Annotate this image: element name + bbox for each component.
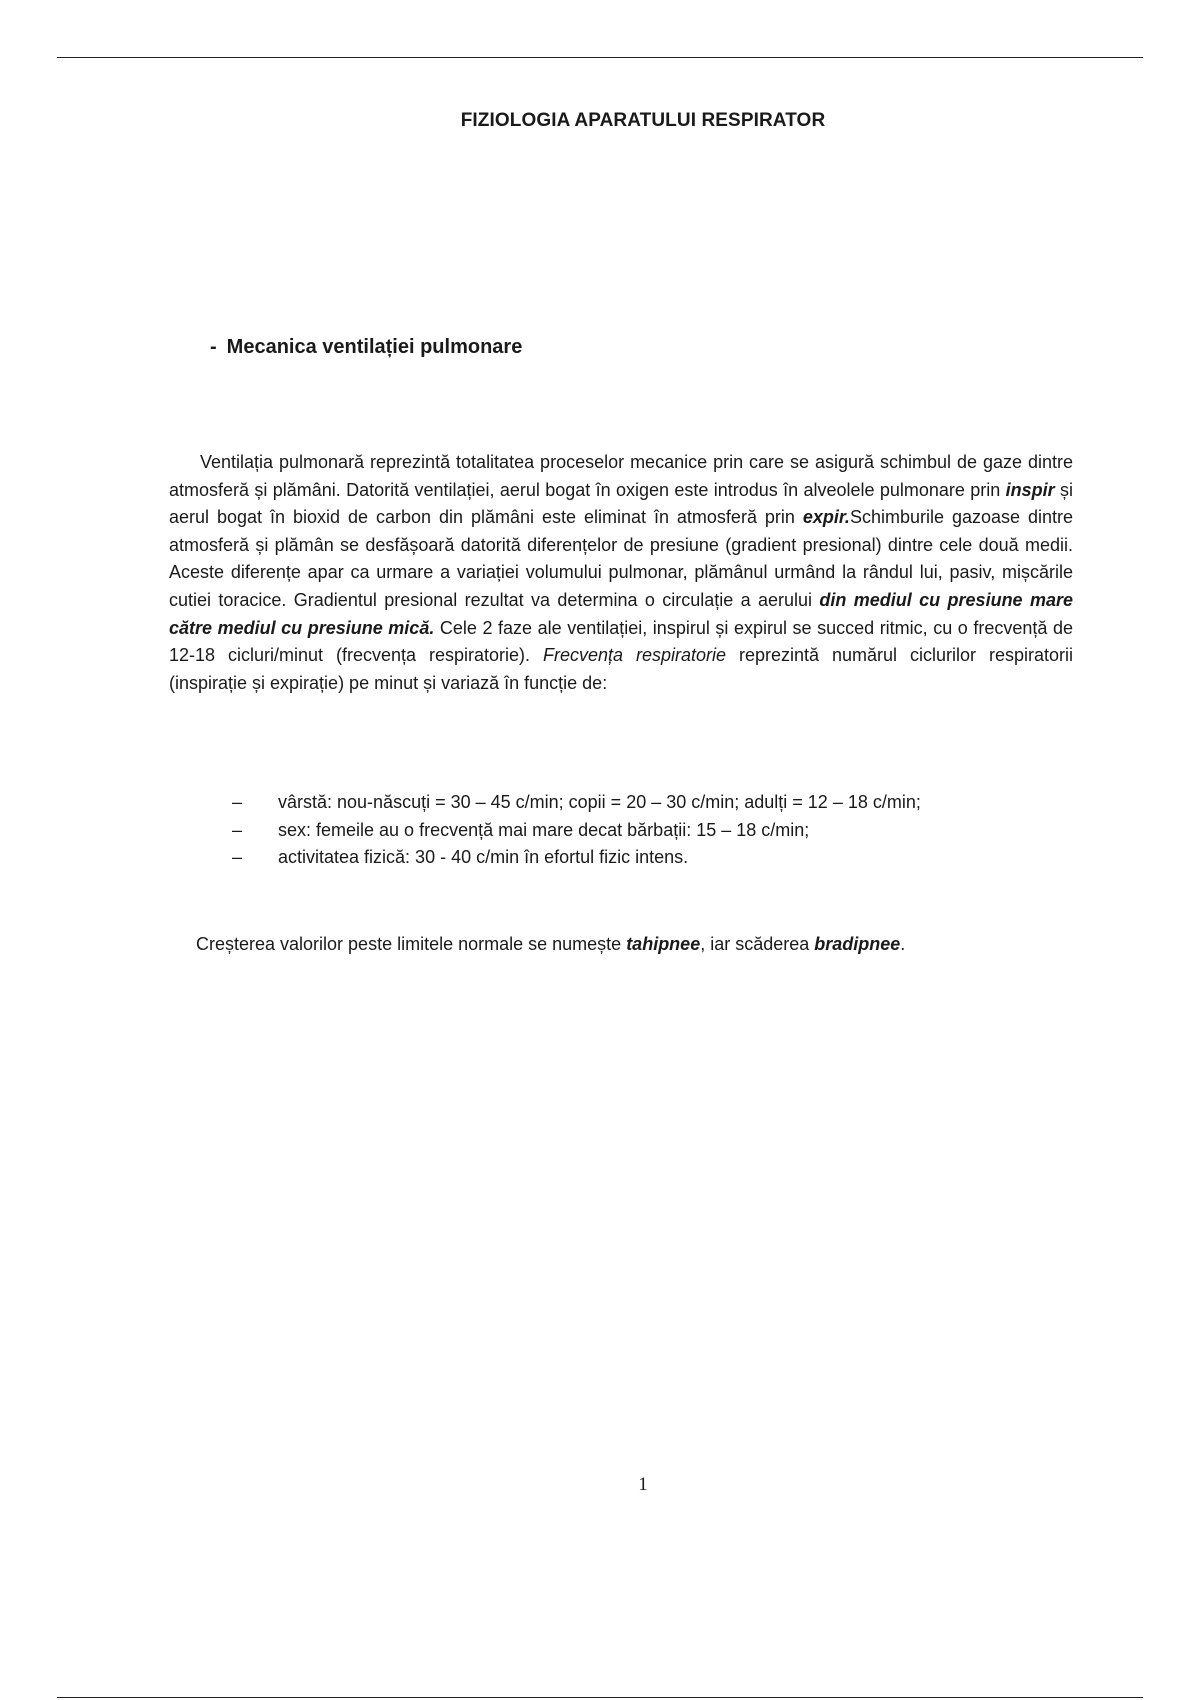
top-rule [57, 57, 1143, 58]
page-number: 1 [638, 1474, 648, 1495]
section-heading-text: Mecanica ventilației pulmonare [226, 336, 523, 358]
para-text: Ventilația pulmonară reprezintă totalitatea proceselor mecanice prin care se asigură schimbul de gaze dintre atmosferă și plămâni. Datorită ventilației, aerul bogat în oxigen este introdus în alveolele pulmonare prin [169, 452, 1073, 500]
para-text: reprezintă numărul ciclurilor respiratorii (inspirație și expirație) pe minut și variază în funcție de: [169, 645, 1073, 693]
list-item-text: vârstă: nou-născuți = 30 – 45 c/min; copii = 20 – 30 c/min; adulți = 12 – 18 c/min; [278, 792, 921, 812]
frequency-factors-list [232, 789, 921, 872]
closing-paragraph [196, 931, 905, 959]
list-item-text: activitatea fizică: 30 - 40 c/min în efortul fizic intens. [278, 847, 689, 868]
bullet-dash: – [232, 819, 243, 840]
closing-text: , iar scăderea [700, 934, 815, 954]
heading-dash: - [210, 336, 217, 358]
emphasis-pressure-flow: din mediul cu presiune mare către mediul cu presiune mică. [169, 589, 1073, 638]
term-bradipnee: bradipnee [814, 934, 901, 954]
body-paragraph [169, 449, 1073, 697]
list-item [232, 844, 921, 872]
list-item [232, 817, 921, 845]
term-frecventa: Frecvența respiratorie [542, 645, 727, 666]
bullet-dash: – [232, 792, 243, 812]
para-text: și aerul bogat în bioxid de carbon din plămâni este eliminat în atmosferă prin [169, 479, 1074, 528]
bullet-dash: – [232, 847, 243, 868]
list-item [232, 789, 921, 817]
bottom-rule [57, 1697, 1143, 1698]
para-text: Cele 2 faze ale ventilației, inspirul și expirul se succed ritmic, cu o frecvență de 12-18 cicluri/minut (frecvența respiratorie). [169, 617, 1073, 666]
para-text: Schimburile gazoase dintre atmosferă și plămân se desfășoară datorită diferențelor de presiune (gradient presional) dintre cele două medii. Aceste diferențe apar ca urmare a variației volumului pulmonar, plămânul urmând la rândul lui, pasiv, mișcările cutiei toracice. Gradientul presional rezultat va determina o circulație a aerului [169, 507, 1073, 610]
term-expir: expir. [802, 507, 850, 528]
term-tahipnee: tahipnee [626, 934, 701, 954]
term-inspir: inspir [1005, 479, 1055, 500]
list-item-text: sex: femeile au o frecvență mai mare decat bărbații: 15 – 18 c/min; [278, 819, 810, 840]
section-heading [210, 336, 522, 359]
closing-text: . [900, 934, 906, 954]
document-title: FIZIOLOGIA APARATULUI RESPIRATOR [460, 110, 826, 131]
closing-text: Creșterea valorilor peste limitele normale se numește [196, 934, 627, 954]
